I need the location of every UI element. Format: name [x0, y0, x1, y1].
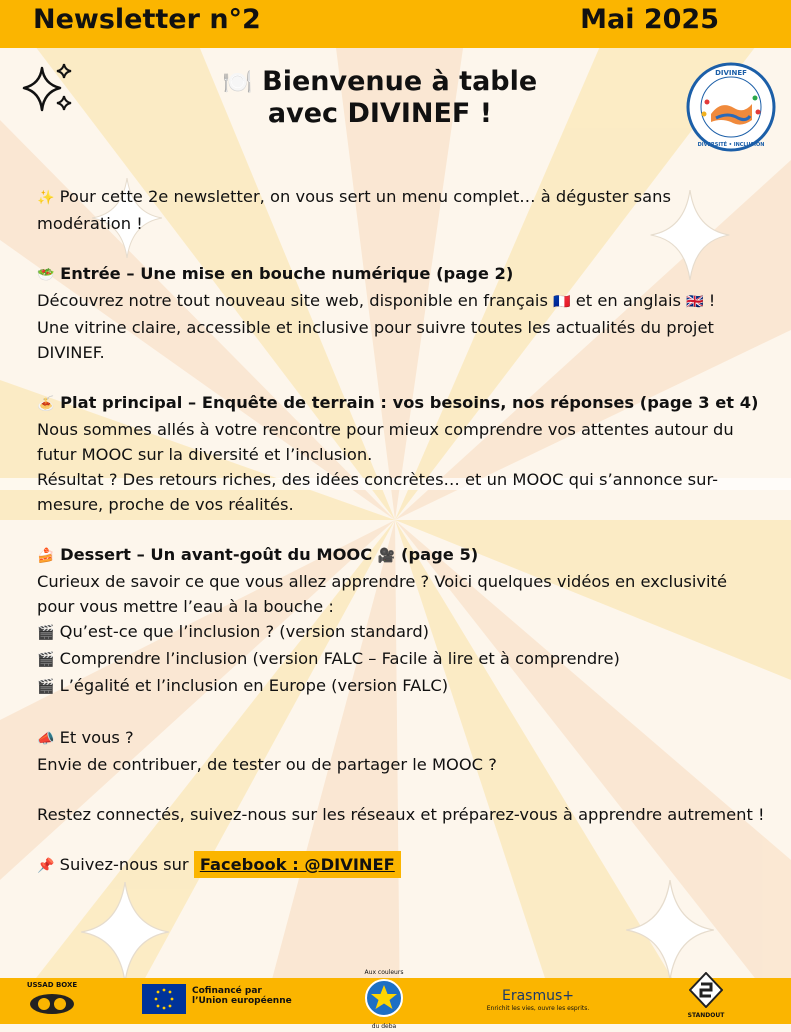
title-line-2: avec DIVINEF ! — [267, 98, 493, 129]
plat-title — [37, 390, 767, 417]
video-title: Comprendre l’inclusion (version FALC – Facile à lire et à comprendre) — [59, 649, 620, 668]
entree-text-c: ! — [708, 291, 716, 310]
eu-cofunding-text — [192, 986, 292, 1006]
dessert-intro: Curieux de savoir ce que vous allez apprendre ? Voici quelques vidéos en exclusivité pour vous mettre l’eau à la bouche : — [37, 572, 727, 616]
sparkles-emoji-icon: ✨ — [37, 190, 55, 206]
newsletter-date: Mai 2025 — [580, 4, 719, 35]
aux-top-text: Aux couleurs — [364, 969, 404, 976]
video-item — [37, 673, 767, 700]
intro-text: Pour cette 2e newsletter, on vous sert un menu complet… à déguster sans modération ! — [37, 187, 671, 233]
closing-text: Restez connectés, suivez-nous sur les réseaux et préparez-vous à apprendre autrement ! — [37, 805, 765, 824]
standout-emblem-icon — [689, 972, 723, 1008]
page-title — [200, 66, 560, 130]
dessert-title-a: Dessert – Un avant-goût du MOOC — [60, 545, 373, 564]
flag-uk-icon: 🇬🇧 — [686, 294, 704, 310]
ussad-boxe-logo — [22, 980, 82, 1021]
eu-cofunding-logo — [142, 984, 186, 1018]
facebook-link[interactable]: Facebook : @DIVINEF — [194, 851, 401, 878]
star-emblem-icon — [364, 978, 404, 1018]
aux-couleurs-logo — [356, 968, 412, 1032]
video-item — [37, 646, 767, 673]
sparkles-icon — [20, 62, 75, 117]
megaphone-icon: 📣 — [37, 731, 55, 747]
eu-line-1: Cofinancé par — [192, 986, 262, 996]
video-title: L’égalité et l’inclusion en Europe (version FALC) — [59, 676, 449, 695]
plat-line-2: Résultat ? Des retours riches, des idées concrètes… et un MOOC qui s’annonce sur-mesure, proche de vos réalités. — [37, 470, 718, 514]
entree-text-a: Découvrez notre tout nouveau site web, disponible en français — [37, 291, 548, 310]
pushpin-icon: 📌 — [37, 858, 55, 874]
vous-text: Envie de contribuer, de tester ou de partager le MOOC ? — [37, 755, 497, 774]
partner-footer — [0, 969, 791, 1030]
newsletter-title: Newsletter n°2 — [33, 4, 261, 35]
entree-line-2: Une vitrine claire, accessible et inclusive pour suivre toutes les actualités du projet DIVINEF. — [37, 318, 714, 362]
clapperboard-icon: 🎬 — [37, 652, 55, 668]
entree-text-b: et en anglais — [575, 291, 681, 310]
dessert-title-b: (page 5) — [401, 545, 479, 564]
plat-line-1: Nous sommes allés à votre rencontre pour mieux comprendre vos attentes autour du futur MOOC sur la diversité et l’inclusion. — [37, 420, 734, 464]
title-line-1: Bienvenue à table — [262, 66, 538, 97]
entree-title-text: Entrée – Une mise en bouche numérique (page 2) — [60, 264, 514, 283]
erasmus-text: Erasmus+ — [501, 988, 574, 1004]
entree-title — [37, 261, 767, 288]
ussad-logo-text: USSAD BOXE — [26, 981, 78, 989]
standout-text: STANDOUT — [687, 1012, 725, 1019]
pasta-icon: 🍝 — [37, 396, 55, 412]
clapperboard-icon: 🎬 — [37, 679, 55, 695]
follow-text: Suivez-nous sur — [59, 855, 189, 874]
flag-france-icon: 🇫🇷 — [553, 294, 571, 310]
boxing-glove-icon — [27, 990, 77, 1018]
divinef-logo — [686, 62, 776, 152]
aux-bottom-text: du deba — [371, 1023, 397, 1030]
vous-title-text: Et vous ? — [59, 728, 134, 747]
vous-title — [37, 725, 767, 752]
logo-bottom-text: DIVERSITÉ • INCLUSION — [697, 142, 765, 148]
sparkle-star-icon — [70, 882, 180, 982]
dessert-title — [37, 542, 767, 569]
plate-icon: 🍽️ — [222, 68, 253, 96]
salad-icon: 🥗 — [37, 267, 55, 283]
video-title: Qu’est-ce que l’inclusion ? (version standard) — [59, 622, 430, 641]
eu-flag-icon — [142, 984, 186, 1014]
sparkle-star-icon — [620, 880, 720, 980]
eu-line-2: l’Union européenne — [192, 996, 292, 1006]
cake-icon: 🍰 — [37, 548, 55, 564]
newsletter-body — [37, 184, 767, 879]
video-item — [37, 619, 767, 646]
erasmus-tagline: Enrichit les vies, ouvre les esprits. — [486, 1005, 590, 1012]
erasmus-logo — [478, 988, 598, 1013]
movie-camera-icon: 🎥 — [377, 548, 396, 564]
entree-line-1 — [37, 288, 767, 315]
header-bar — [0, 0, 791, 48]
plat-title-text: Plat principal – Enquête de terrain : vos besoins, nos réponses (page 3 et 4) — [60, 393, 759, 412]
follow-line — [37, 852, 767, 879]
standout-logo — [676, 972, 736, 1021]
logo-top-text: DIVINEF — [715, 69, 747, 77]
intro-paragraph — [37, 184, 767, 236]
clapperboard-icon: 🎬 — [37, 625, 55, 641]
